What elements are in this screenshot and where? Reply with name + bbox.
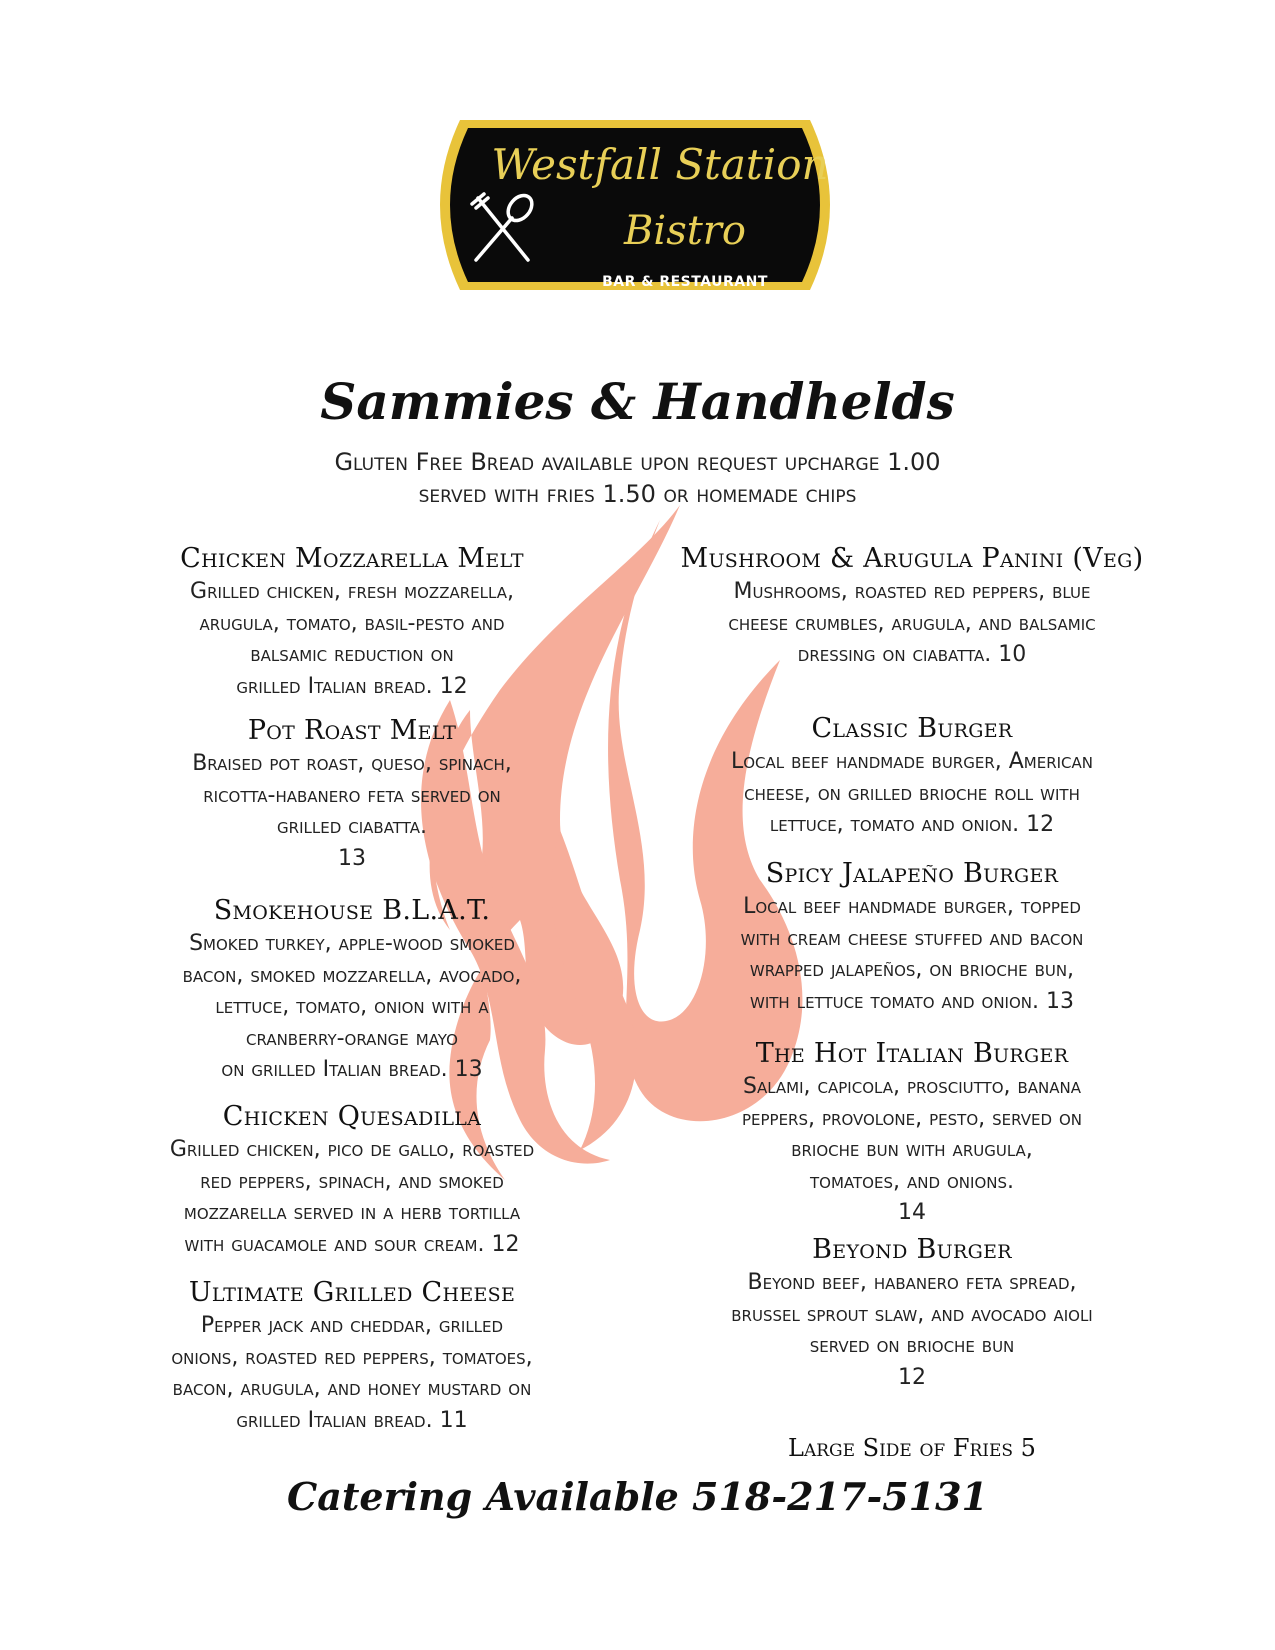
- desc-line: on grilled Italian bread. 13: [221, 1057, 483, 1082]
- desc-line: Grilled chicken, fresh mozzarella,: [190, 579, 514, 604]
- desc-line: grilled Italian bread. 12: [236, 673, 468, 699]
- desc-line: with cream cheese stuffed and bacon: [740, 925, 1084, 951]
- menu-item: [638, 1037, 1186, 1229]
- desc-line: 14: [898, 1200, 926, 1225]
- menu-item: [82, 1100, 622, 1260]
- desc-line: Salami, capicola, prosciutto, banana: [742, 1074, 1082, 1099]
- desc-line: peppers, provolone, pesto, served on: [741, 1105, 1083, 1131]
- item-description: [638, 1267, 1186, 1393]
- item-name: Spicy Jalapeño Burger: [765, 858, 1059, 889]
- item-name: The Hot Italian Burger: [755, 1038, 1069, 1069]
- desc-line: Mushrooms, roasted red peppers, blue: [733, 579, 1091, 604]
- item-description: [638, 891, 1186, 1017]
- desc-line: Pepper jack and cheddar, grilled: [200, 1313, 504, 1338]
- desc-line: grilled Italian bread. 11: [236, 1407, 468, 1433]
- catering-footer: Catering Available 518-217-5131: [287, 1474, 988, 1519]
- logo-name-bistro: Bistro: [624, 208, 746, 254]
- desc-line: Local beef handmade burger, topped: [743, 894, 1081, 919]
- item-description: [82, 1310, 622, 1436]
- desc-line: mozzarella served in a herb tortilla: [183, 1200, 521, 1225]
- desc-line: 13: [338, 845, 366, 871]
- item-description: [638, 746, 1186, 841]
- item-description: [82, 748, 622, 874]
- desc-line: tomatoes, and onions.: [810, 1168, 1014, 1194]
- menu-item: [82, 542, 622, 702]
- desc-line: red peppers, spinach, and smoked: [200, 1168, 504, 1194]
- desc-line: onions, roasted red peppers, tomatoes,: [171, 1344, 533, 1370]
- desc-line: lettuce, tomato, onion with a: [215, 994, 489, 1019]
- item-name: Classic Burger: [811, 713, 1013, 744]
- fork-spoon-crossed-icon: [464, 190, 542, 268]
- desc-line: 12: [898, 1364, 926, 1390]
- item-description: [82, 1134, 622, 1260]
- item-description: [82, 576, 622, 702]
- item-name: Chicken Mozzarella Melt: [180, 543, 524, 574]
- item-name: Pot Roast Melt: [247, 715, 457, 746]
- item-name: Smokehouse B.L.A.T.: [213, 895, 491, 926]
- logo-name: Westfall Station: [491, 140, 829, 189]
- item-name: Chicken Quesadilla: [222, 1101, 482, 1132]
- item-description: [82, 928, 622, 1086]
- desc-line: cheese crumbles, arugula, and balsamic: [728, 610, 1096, 636]
- desc-line: wrapped jalapeños, on brioche bun,: [749, 957, 1075, 982]
- logo-subtitle: BAR & RESTAURANT: [602, 274, 768, 290]
- menu-item: [638, 712, 1186, 841]
- desc-line: Grilled chicken, pico de gallo, roasted: [169, 1137, 535, 1162]
- desc-line: lettuce, tomato and onion. 12: [769, 812, 1055, 837]
- desc-line: brussel sprout slaw, and avocado aioli: [731, 1301, 1093, 1327]
- desc-line: Braised pot roast, queso, spinach,: [192, 751, 512, 776]
- item-name: Mushroom & Arugula Panini (Veg): [680, 543, 1144, 574]
- menu-item: [82, 714, 622, 874]
- desc-line: Local beef handmade burger, American: [730, 749, 1094, 774]
- desc-line: served on brioche bun: [809, 1333, 1015, 1358]
- desc-line: Beyond beef, habanero feta spread,: [747, 1270, 1077, 1295]
- desc-line: cranberry-orange mayo: [246, 1025, 458, 1051]
- desc-line: with guacamole and sour cream. 12: [184, 1231, 520, 1257]
- desc-line: dressing on ciabatta. 10: [797, 642, 1027, 667]
- desc-line: grilled ciabatta.: [277, 814, 427, 839]
- desc-line: balsamic reduction on: [250, 642, 454, 667]
- sides-note: served with fries 1.50 or homemade chips: [418, 480, 857, 508]
- desc-line: Smoked turkey, apple-wood smoked: [189, 931, 515, 956]
- desc-line: bacon, arugula, and honey mustard on: [172, 1376, 532, 1401]
- large-side-fries: Large Side of Fries 5: [788, 1434, 1036, 1462]
- item-name: Ultimate Grilled Cheese: [188, 1277, 516, 1308]
- desc-line: cheese, on grilled brioche roll with: [744, 780, 1080, 806]
- menu-item: [638, 1233, 1186, 1393]
- desc-line: brioche bun with arugula,: [791, 1137, 1033, 1162]
- desc-line: arugula, tomato, basil-pesto and: [199, 610, 505, 636]
- desc-line: with lettuce tomato and onion. 13: [750, 988, 1074, 1014]
- menu-notes: [0, 446, 1275, 510]
- desc-line: bacon, smoked mozzarella, avocado,: [182, 962, 522, 988]
- gluten-free-note: Gluten Free Bread available upon request upcharge 1.00: [334, 448, 941, 476]
- menu-item: [82, 894, 622, 1086]
- item-description: [638, 1071, 1186, 1229]
- page-title: Sammies & Handhelds: [320, 372, 955, 431]
- menu-item: [638, 542, 1186, 671]
- menu-item: [638, 857, 1186, 1017]
- menu-item: [82, 1276, 622, 1436]
- item-name: Beyond Burger: [812, 1234, 1012, 1265]
- item-description: [638, 576, 1186, 671]
- restaurant-logo: [420, 90, 850, 322]
- desc-line: ricotta-habanero feta served on: [203, 782, 501, 808]
